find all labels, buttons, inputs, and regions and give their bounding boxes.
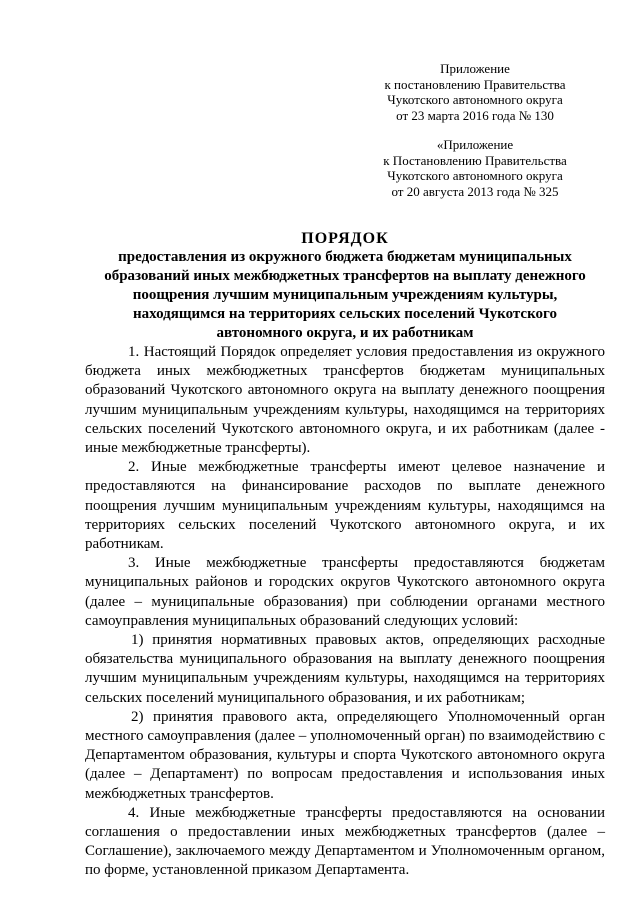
document-subtitle <box>85 248 605 343</box>
annex-line: Чукотского автономного округа <box>387 92 563 107</box>
subtitle-line: образований иных межбюджетных трансфертов на выплату денежного <box>104 268 586 284</box>
annex-line: от 20 августа 2013 года № 325 <box>391 183 559 199</box>
document-heading <box>85 229 605 343</box>
subtitle-line: автономного округа, и их работникам <box>216 325 474 341</box>
paragraph-3-item-1: 1) принятия нормативных правовых актов, определяющих расходные обязательства муниципального образования на выплату денежного поощрения лучшим муниципальным учреждениям культуры, находящимся на территориях сельских поселений муниципального образования, и их работникам; <box>85 632 605 706</box>
annex-line: от 23 марта 2016 года № 130 <box>396 107 554 123</box>
subtitle-line: предоставления из окружного бюджета бюджетам муниципальных <box>118 249 572 265</box>
paragraph-4: 4. Иные межбюджетные трансферты предоставляются на основании соглашения о предоставлении иных межбюджетных трансфертов (далее – Соглашение), заключаемого между Департаментом и Уполномоченным органом, по форме, установленной приказом Департамента. <box>85 804 605 879</box>
paragraph-3-item-2: 2) принятия правового акта, определяющего Уполномоченный орган местного самоуправления (далее – уполномоченный орган) по взаимодействию с Департаментом образования, культуры и спорта Чукотского автономного округа (далее – Департамент) по вопросам предоставления и использования иных межбюджетных трансфертов. <box>85 708 605 802</box>
annex-line: к Постановлению Правительства <box>383 152 567 168</box>
paragraph-1: 1. Настоящий Порядок определяет условия предоставления из окружного бюджета иных межбюджетных трансфертов бюджетам муниципальных образований Чукотского автономного округа на выплату денежного поощрения лучшим муниципальным учреждениям культуры, находящимся на территориях сельских поселений Чукотского автономного округа, и их работникам (далее - иные межбюджетные трансферты). <box>85 344 605 457</box>
paragraph-2: 2. Иные межбюджетные трансферты имеют целевое назначение и предоставляются на финансирование расходов по выплате денежного поощрения лучшим муниципальным учреждениям культуры, находящимся на территориях сельских поселений Чукотского автономного округа, и их работникам. <box>85 459 605 553</box>
subtitle-line: поощрения лучшим муниципальным учреждениям культуры, <box>132 287 558 303</box>
annex-line: к постановлению Правительства <box>384 76 566 92</box>
paragraph-3: 3. Иные межбюджетные трансферты предоставляются бюджетам муниципальных районов и городских округов Чукотского автономного округа (далее – муниципальные образования) при соблюдении органами местного самоуправления муниципальных образований следующих условий: <box>85 555 605 629</box>
annex-line: Чукотского автономного округа <box>387 168 563 183</box>
annex-line: «Приложение <box>436 137 514 152</box>
document-title: ПОРЯДОК <box>301 230 389 247</box>
annex-header-original <box>355 137 595 199</box>
annex-header-current <box>355 61 595 123</box>
document-body <box>85 343 605 881</box>
annex-line: Приложение <box>440 61 510 76</box>
subtitle-line: находящимся на территориях сельских поселений Чукотского <box>133 306 557 322</box>
